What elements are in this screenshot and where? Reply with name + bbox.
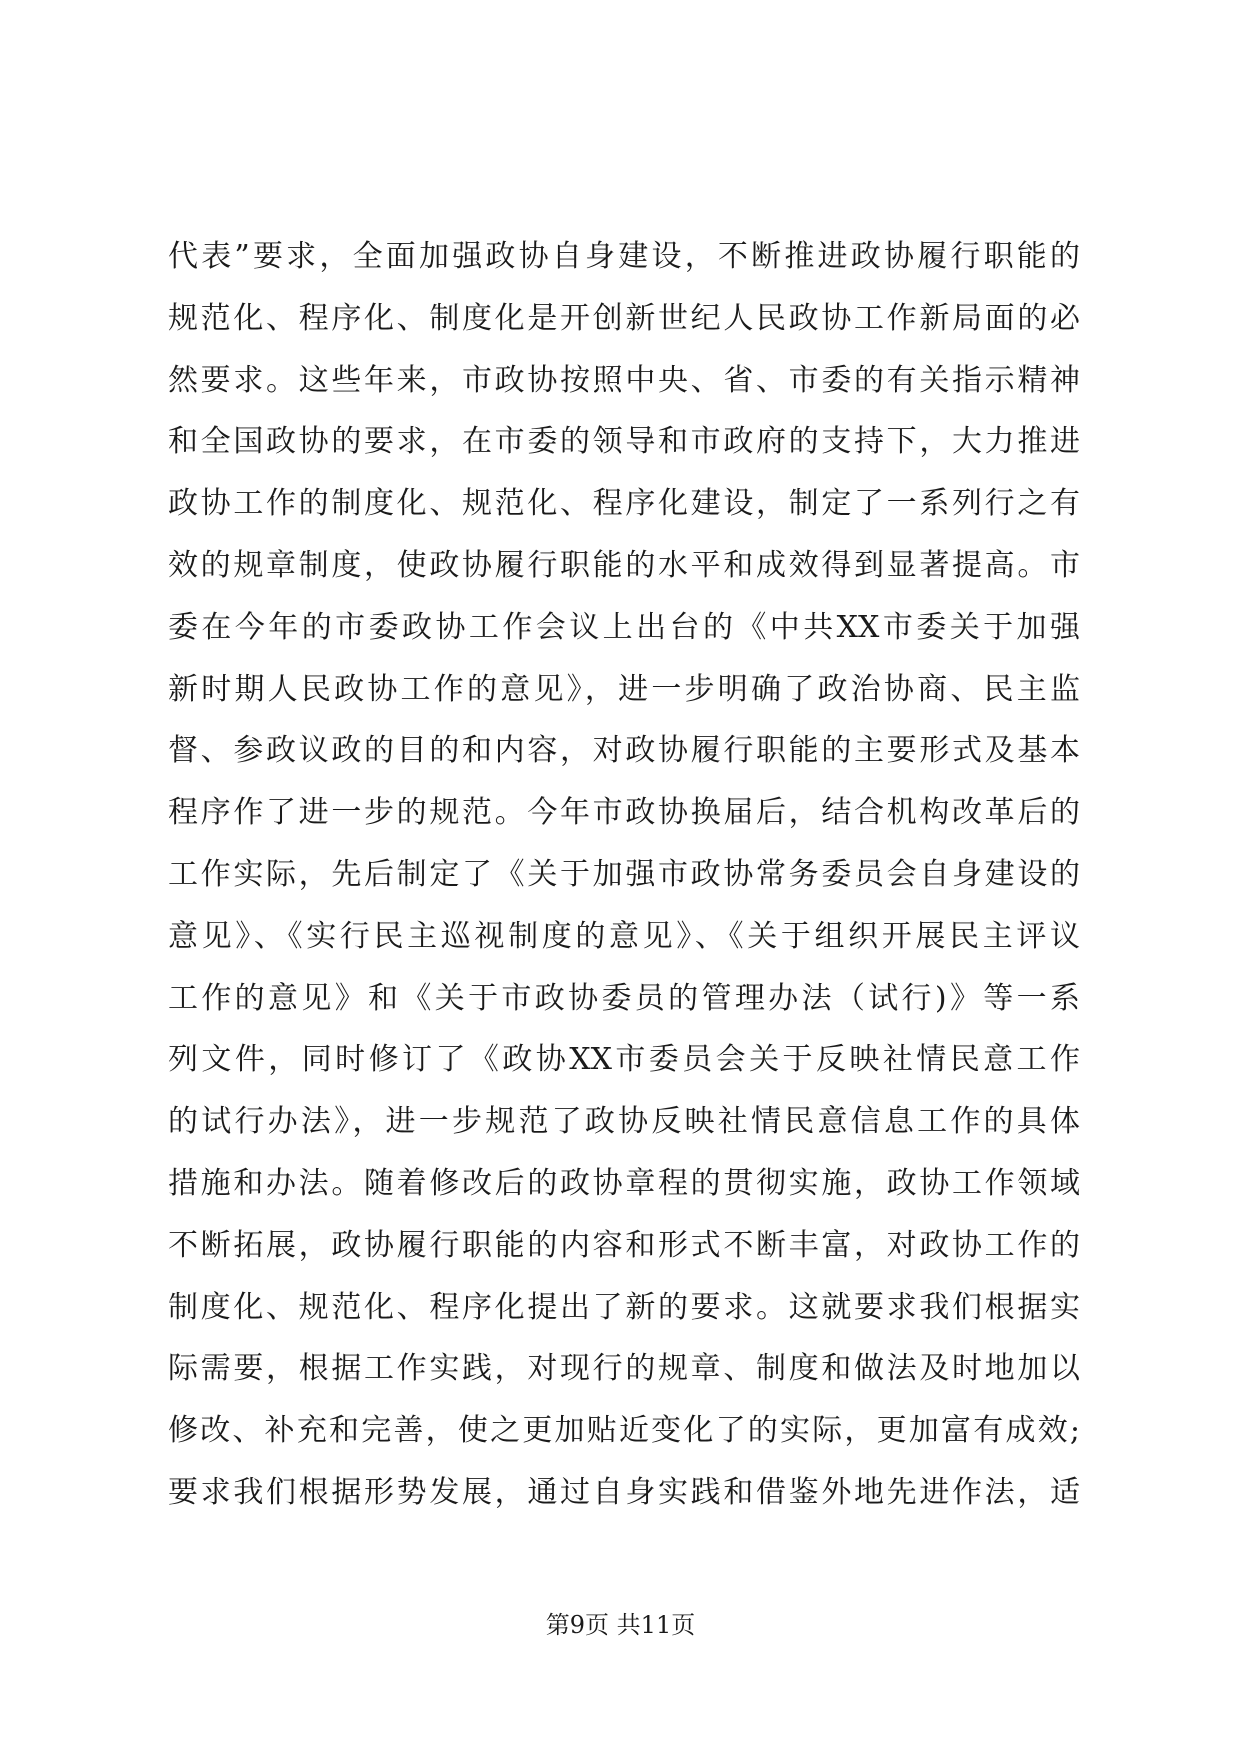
text-line: 督、参政议政的目的和内容，对政协履行职能的主要形式及基本 (168, 733, 1080, 769)
text-line: 政协工作的制度化、规范化、程序化建设，制定了一系列行之有 (168, 486, 1080, 522)
text-line: 工作实际，先后制定了《关于加强市政协常务委员会自身建设的 (168, 856, 1080, 892)
text-line: 的试行办法》，进一步规范了政协反映社情民意信息工作的具体 (168, 1104, 1080, 1140)
text-line: 效的规章制度，使政协履行职能的水平和成效得到显著提高。市 (168, 547, 1080, 583)
body-paragraph (168, 226, 1080, 1524)
text-line: 然要求。这些年来，市政协按照中央、省、市委的有关指示精神 (168, 362, 1080, 398)
text-line: 意见》、《实行民主巡视制度的意见》、《关于组织开展民主评议 (168, 918, 1080, 954)
text-line: 际需要，根据工作实践，对现行的规章、制度和做法及时地加以 (168, 1351, 1080, 1387)
text-line: 措施和办法。随着修改后的政协章程的贯彻实施，政协工作领域 (168, 1165, 1080, 1201)
text-line: 修改、补充和完善，使之更加贴近变化了的实际，更加富有成效; (168, 1413, 1080, 1449)
text-line: 新时期人民政协工作的意见》，进一步明确了政治协商、民主监 (168, 671, 1080, 707)
text-line: 制度化、规范化、程序化提出了新的要求。这就要求我们根据实 (168, 1289, 1080, 1325)
page-number-label: 第9页 共11页 (545, 1611, 696, 1639)
page-footer (0, 1610, 1241, 1640)
text-line: 不断拓展，政协履行职能的内容和形式不断丰富，对政协工作的 (168, 1227, 1080, 1263)
text-line: 工作的意见》和《关于市政协委员的管理办法（试行)》等一系 (168, 980, 1080, 1016)
text-line: 委在今年的市委政协工作会议上出台的《中共XX市委关于加强 (168, 609, 1080, 645)
text-line: 规范化、程序化、制度化是开创新世纪人民政协工作新局面的必 (168, 300, 1080, 336)
text-line: 代表”要求，全面加强政协自身建设，不断推进政协履行职能的 (168, 239, 1080, 274)
text-line: 要求我们根据形势发展，通过自身实践和借鉴外地先进作法，适 (168, 1474, 1080, 1510)
text-line: 程序作了进一步的规范。今年市政协换届后，结合机构改革后的 (168, 795, 1080, 831)
text-line: 和全国政协的要求，在市委的领导和市政府的支持下，大力推进 (168, 424, 1080, 460)
text-line: 列文件，同时修订了《政协XX市委员会关于反映社情民意工作 (168, 1042, 1080, 1078)
